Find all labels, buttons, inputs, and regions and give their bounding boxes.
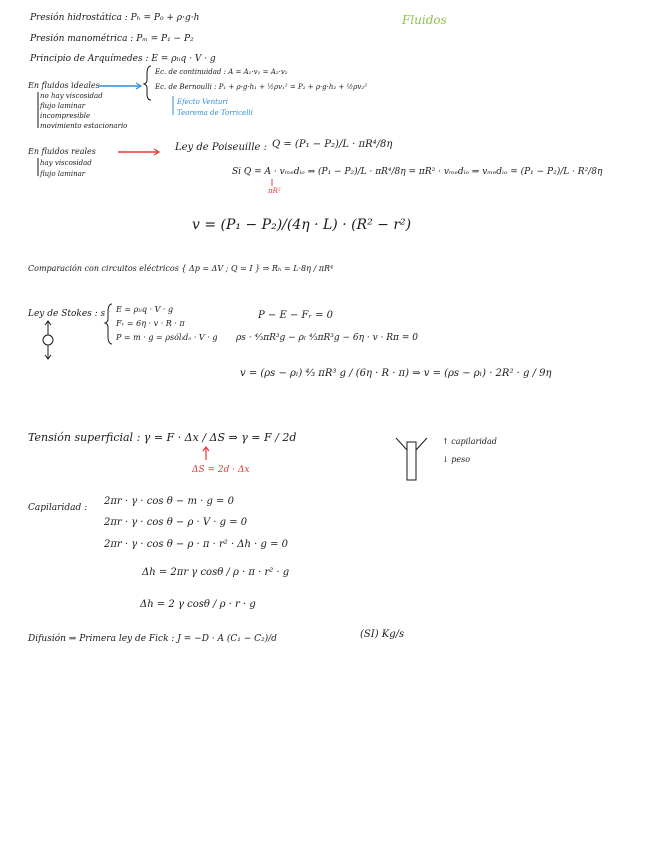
fick-units: (SI) Kg/s (360, 629, 405, 640)
surface-tension-note: ΔS = 2d · Δx (192, 465, 250, 475)
velocity-profile-formula: v = (P₁ − P₂)/(4η · L) · (R² − r²) (192, 217, 412, 233)
real-property: flujo laminar (40, 170, 86, 178)
ideal-fluids-heading: En fluidos ideales (28, 81, 100, 90)
capillarity-result: Δh = 2 γ cosθ / ρ · r · g (140, 599, 256, 610)
ideal-property: movimiento estacionario (40, 122, 128, 130)
ideal-property: no hay viscosidad (40, 92, 103, 100)
stokes-terminal-velocity: v = (ρs − ρₗ) ⁴⁄₃ πR³ g / (6η · R · π) ⇒ v = (ρs − ρₗ) · 2R² · g / 9η (240, 368, 552, 379)
page-title: Fluidos (402, 13, 447, 27)
stokes-brace (105, 304, 112, 344)
poiseuille-equation: Q = (P₁ − P₂)/L · πR⁴/8η (272, 139, 393, 150)
stokes-expanded: ρs · ⁴⁄₃πR³g − ρₗ ⁴⁄₃πR³g − 6η · v · Rπ = 0 (236, 333, 418, 343)
stokes-heading: Ley de Stokes : s (28, 309, 106, 319)
capillarity-step: 2πr · γ · cos θ − ρ · π · r² · Δh · g = 0 (104, 539, 288, 550)
capillarity-up-label: ↑ capilaridad (442, 437, 497, 446)
circuit-analogy: Comparación con circuitos eléctricos { Δp = ΔV ; Q = I } ⇒ Rₕ = L·8η / πR⁴ (28, 264, 334, 273)
bernoulli-equation: Ec. de Bernoulli : P₁ + ρ·g·h₁ + ½ρv₁² = P₂ + ρ·g·h₂ + ½ρv₂² (155, 83, 367, 91)
ideal-property: incompresible (40, 112, 91, 120)
stokes-buoyancy: E = ρₗᵢq · V · g (116, 305, 174, 314)
stokes-force-balance: P − E − Fᵣ = 0 (258, 310, 334, 321)
venturi-note: Efecto Venturi (177, 98, 228, 106)
capillary-meniscus (396, 438, 427, 450)
capillarity-step: 2πr · γ · cos θ − m · g = 0 (104, 496, 234, 507)
continuity-equation: Ec. de continuidad : A = A₁·v₁ = A₂·v₂ (155, 68, 288, 76)
manometric-pressure-formula: Presión manométrica : Pₘ = P₁ − P₂ (30, 34, 194, 44)
sphere-up-arrow (45, 321, 51, 335)
capillary-tube-icon (407, 442, 416, 480)
stokes-weight: P = m · g = ρsólᵢdₒ · V · g (116, 333, 218, 342)
capillarity-step: 2πr · γ · cos θ − ρ · V · g = 0 (104, 517, 248, 528)
poiseuille-area-note: πR² (268, 187, 281, 195)
equations-brace (144, 66, 151, 100)
capillarity-down-label: ↓ peso (442, 455, 471, 464)
ideal-property: flujo laminar (40, 102, 86, 110)
hydrostatic-pressure-formula: Presión hidrostática : Pₕ = P₀ + ρ·g·h (30, 13, 200, 23)
surface-tension-formula: Tensión superficial : γ = F · Δx / ΔS ⇒ γ = F / 2d (28, 431, 297, 444)
fick-law: Difusión ⇒ Primera ley de Fick : J = −D · A (C₁ − C₂)/d (28, 634, 277, 644)
poiseuille-derivation: Si Q = A · vₘₑdᵢₒ ⇒ (P₁ − P₂)/L · πR⁴/8η = πR² · vₘₑdᵢₒ ⇒ vₘₑdᵢₒ = (P₁ − P₂)/L · R²/8η (232, 167, 603, 177)
capillarity-step: Δh = 2πr γ cosθ / ρ · π · r² · g (142, 567, 290, 578)
real-property: hay viscosidad (40, 159, 92, 167)
archimedes-formula: Principio de Arquímedes : E = ρₗᵢq · V · g (30, 54, 216, 64)
sphere-down-arrow (45, 345, 51, 359)
stokes-drag: Fᵣ = 6η · v · R · π (116, 319, 185, 328)
torricelli-note: Teorema de Torricelli (177, 109, 253, 117)
tension-red-arrow (203, 447, 209, 460)
capillarity-heading: Capilaridad : (28, 503, 88, 513)
real-fluids-heading: En fluidos reales (28, 147, 96, 156)
sphere-icon (43, 335, 53, 345)
poiseuille-title: Ley de Poiseuille : (175, 142, 267, 153)
